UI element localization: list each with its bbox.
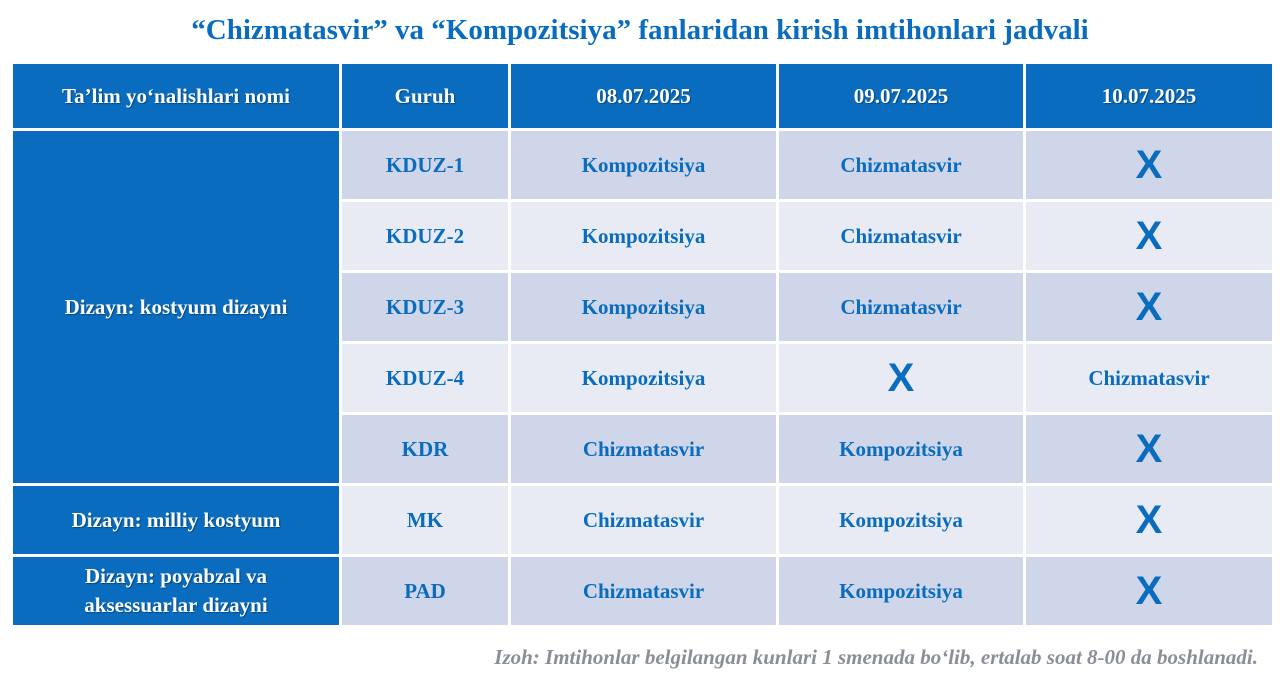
- no-exam-mark: X: [778, 343, 1025, 414]
- header-direction: Ta’lim yo‘nalishlari nomi: [12, 63, 341, 130]
- direction-cell: Dizayn: milliy kostyum: [12, 485, 341, 556]
- table-row: [12, 485, 1274, 556]
- group-cell: KDR: [341, 414, 510, 485]
- group-cell: KDUZ-1: [341, 130, 510, 201]
- header-date-3: 10.07.2025: [1025, 63, 1274, 130]
- exam-schedule-table: [10, 61, 1275, 628]
- table-header-row: [12, 63, 1274, 130]
- no-exam-mark: X: [1025, 414, 1274, 485]
- header-group: Guruh: [341, 63, 510, 130]
- direction-line: Dizayn: poyabzal va: [84, 564, 267, 588]
- exam-cell: Kompozitsiya: [510, 201, 778, 272]
- header-date-1: 08.07.2025: [510, 63, 778, 130]
- no-exam-mark: X: [1025, 201, 1274, 272]
- exam-cell: Kompozitsiya: [778, 485, 1025, 556]
- exam-cell: Chizmatasvir: [778, 272, 1025, 343]
- group-cell: PAD: [341, 556, 510, 627]
- page-title: “Chizmatasvir” va “Kompozitsiya” fanlaridan kirish imtihonlari jadvali: [191, 14, 1089, 46]
- direction-cell: Dizayn: kostyum dizayni: [12, 130, 341, 485]
- no-exam-mark: X: [1025, 130, 1274, 201]
- exam-cell: Kompozitsiya: [510, 343, 778, 414]
- exam-cell: Chizmatasvir: [1025, 343, 1274, 414]
- exam-cell: Chizmatasvir: [778, 130, 1025, 201]
- footnote: Izoh: Imtihonlar belgilangan kunlari 1 smenada bo‘lib, ertalab soat 8-00 da boshlanadi.: [494, 645, 1258, 669]
- direction-line: aksessuarlar dizayni: [84, 593, 268, 617]
- group-cell: KDUZ-3: [341, 272, 510, 343]
- exam-cell: Chizmatasvir: [778, 201, 1025, 272]
- exam-cell: Chizmatasvir: [510, 556, 778, 627]
- exam-cell: Kompozitsiya: [778, 556, 1025, 627]
- group-cell: MK: [341, 485, 510, 556]
- exam-cell: Kompozitsiya: [778, 414, 1025, 485]
- direction-cell: [12, 556, 341, 627]
- exam-cell: Kompozitsiya: [510, 130, 778, 201]
- exam-cell: Kompozitsiya: [510, 272, 778, 343]
- table-row: [12, 556, 1274, 627]
- exam-cell: Chizmatasvir: [510, 414, 778, 485]
- no-exam-mark: X: [1025, 556, 1274, 627]
- group-cell: KDUZ-2: [341, 201, 510, 272]
- no-exam-mark: X: [1025, 485, 1274, 556]
- group-cell: KDUZ-4: [341, 343, 510, 414]
- table-row: [12, 130, 1274, 201]
- no-exam-mark: X: [1025, 272, 1274, 343]
- exam-cell: Chizmatasvir: [510, 485, 778, 556]
- header-date-2: 09.07.2025: [778, 63, 1025, 130]
